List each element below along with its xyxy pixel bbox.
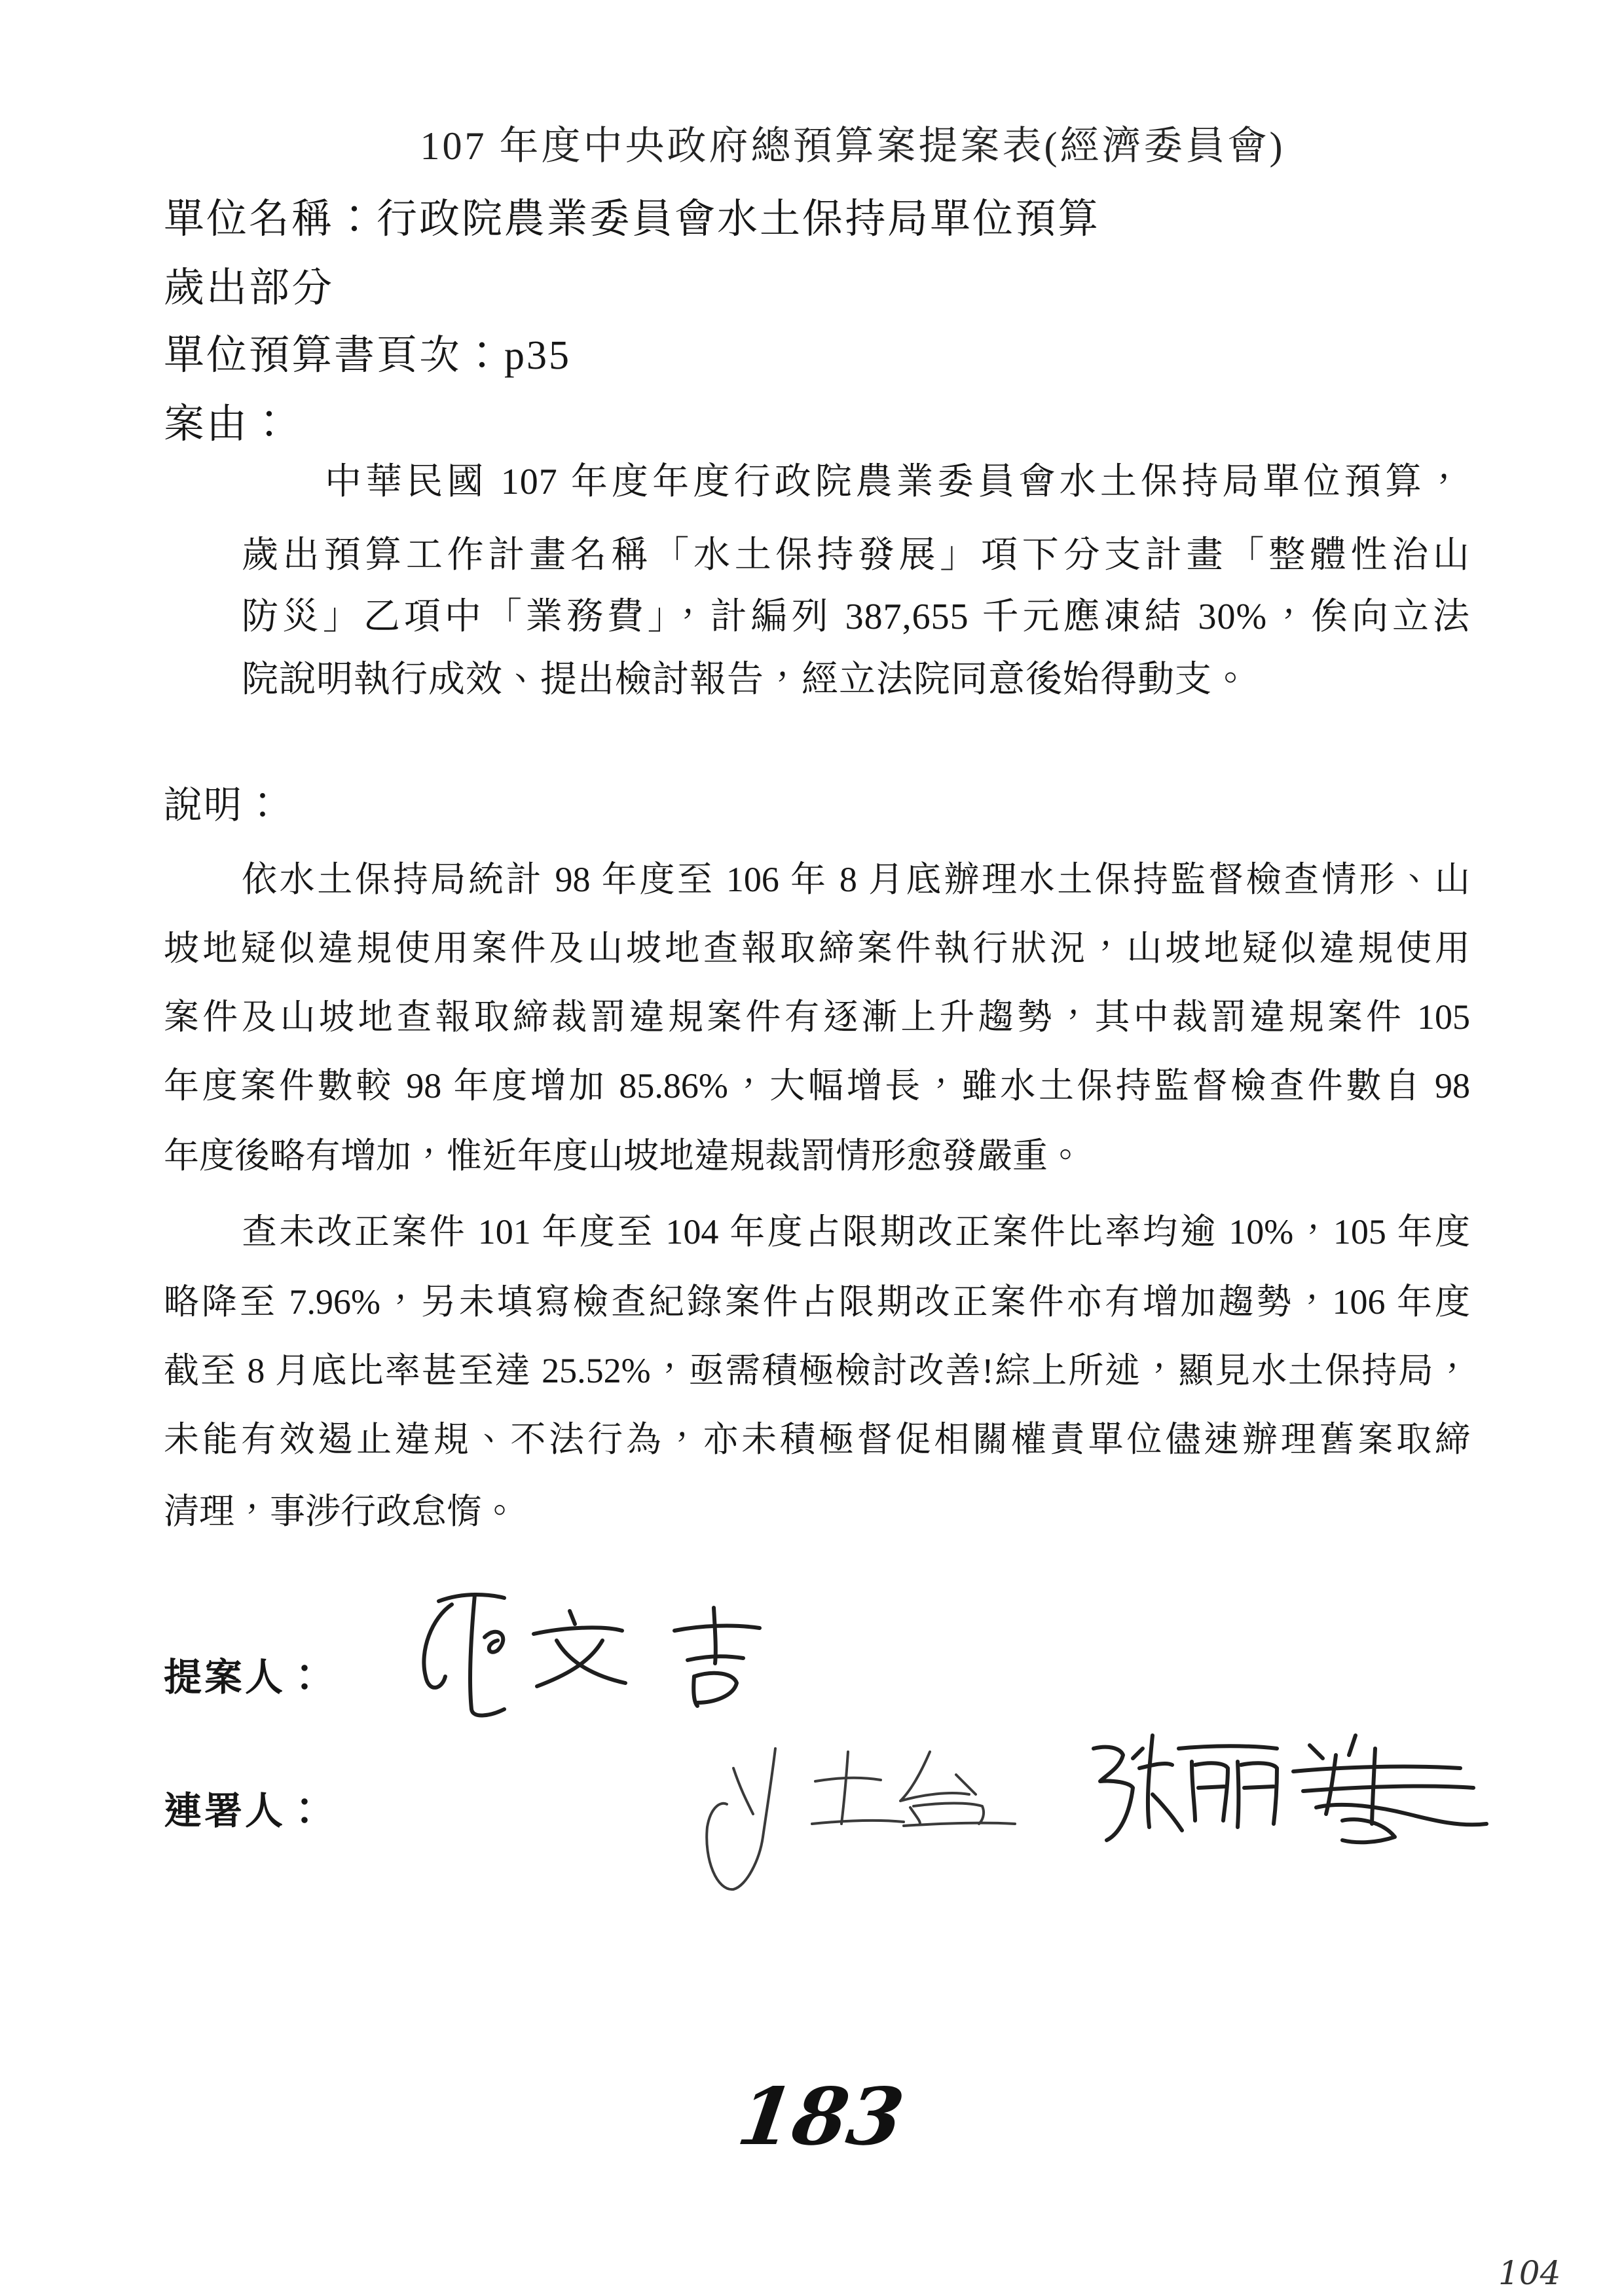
explanation-line: 略降至 7.96%，另未填寫檢查紀錄案件占限期改正案件亦有增加趨勢，106 年度 xyxy=(164,1282,1470,1322)
budget-page-reference: 單位預算書頁次：p35 xyxy=(164,333,572,378)
cosigner-signature-1 xyxy=(694,1729,1022,1899)
explanation-line: 坡地疑似違規使用案件及山坡地查報取締案件執行狀況，山坡地疑似違規使用 xyxy=(164,929,1470,968)
explanation-line: 截至 8 月底比率甚至達 25.52%，亟需積極檢討改善!綜上所述，顯見水土保持局， xyxy=(164,1351,1470,1390)
document-title: 107 年度中央政府總預算案提案表(經濟委員會) xyxy=(420,124,1285,168)
explanation-line: 清理，事涉行政怠惰。 xyxy=(164,1492,517,1531)
cosigner-signature-2 xyxy=(1067,1709,1493,1860)
proposer-signature xyxy=(406,1578,773,1735)
explanation-line: 年度後略有增加，惟近年度山坡地違規裁罰情形愈發嚴重。 xyxy=(164,1136,1083,1176)
case-label: 案由： xyxy=(164,402,292,447)
case-line: 防災」乙項中「業務費」，計編列 387,655 千元應凍結 30%，俟向立法 xyxy=(242,597,1470,637)
cosigner-label: 連署人： xyxy=(164,1790,327,1832)
budget-section: 歲出部分 xyxy=(164,266,335,310)
proposer-label: 提案人： xyxy=(164,1656,327,1699)
case-line: 歲出預算工作計畫名稱「水土保持發展」項下分支計畫「整體性治山 xyxy=(242,535,1470,576)
case-line: 中華民國 107 年度年度行政院農業委員會水土保持局單位預算， xyxy=(325,462,1463,502)
handwritten-page-number: 183 xyxy=(732,2071,910,2163)
explanation-line: 案件及山坡地查報取締裁罰違規案件有逐漸上升趨勢，其中裁罰違規案件 105 xyxy=(164,997,1470,1037)
explanation-line: 依水土保持局統計 98 年度至 106 年 8 月底辦理水土保持監督檢查情形、山 xyxy=(242,860,1470,899)
explanation-line: 未能有效遏止違規、不法行為，亦未積極督促相關權責單位儘速辦理舊案取締 xyxy=(164,1420,1470,1459)
handwritten-corner-number: 104 xyxy=(1498,2254,1561,2292)
unit-name: 單位名稱：行政院農業委員會水土保持局單位預算 xyxy=(164,197,1101,242)
explanation-line: 年度案件數較 98 年度增加 85.86%，大幅增長，雖水土保持監督檢查件數自 98 xyxy=(164,1066,1470,1105)
explanation-label: 說明： xyxy=(164,784,284,826)
explanation-line: 查未改正案件 101 年度至 104 年度占限期改正案件比率均逾 10%，105 年度 xyxy=(242,1212,1470,1251)
case-line: 院說明執行成效、提出檢討報告，經立法院同意後始得動支。 xyxy=(242,659,1249,700)
